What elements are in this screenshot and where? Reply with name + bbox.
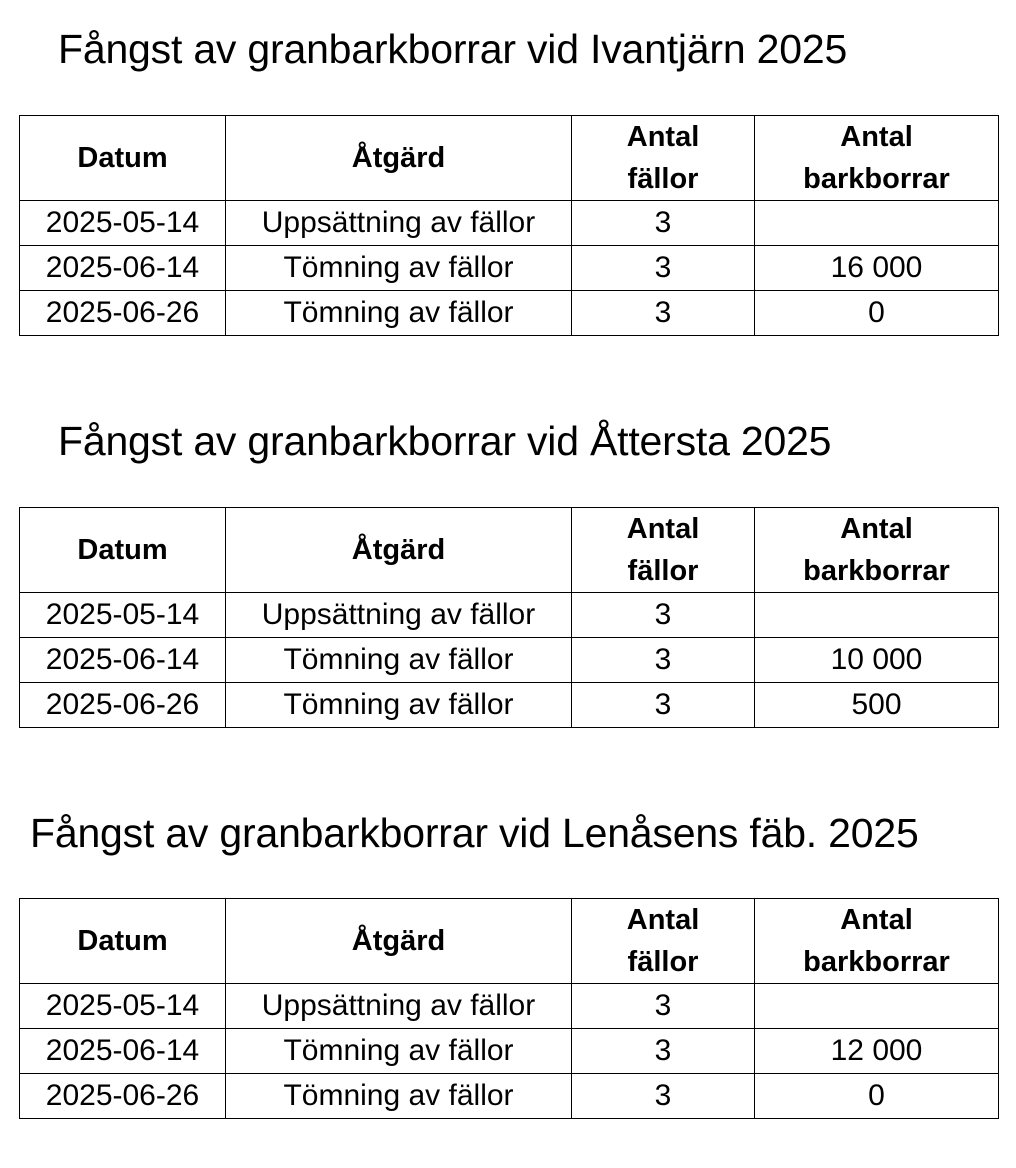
table-row <box>20 1074 999 1119</box>
cell-traps: 3 <box>572 984 755 1029</box>
header-action: Åtgärd <box>226 508 572 593</box>
cell-beetles: 500 <box>755 683 999 728</box>
cell-action: Tömning av fällor <box>226 1074 572 1119</box>
table-title-lenasens: Fångst av granbarkborrar vid Lenåsens fäb. 2025 <box>30 810 919 856</box>
cell-beetles: 10 000 <box>755 638 999 683</box>
header-traps: Antal fällor <box>572 508 755 593</box>
header-row <box>20 116 999 201</box>
cell-traps: 3 <box>572 683 755 728</box>
cell-date: 2025-05-14 <box>20 984 226 1029</box>
cell-action: Uppsättning av fällor <box>226 593 572 638</box>
cell-traps: 3 <box>572 1074 755 1119</box>
cell-date: 2025-06-14 <box>20 638 226 683</box>
cell-date: 2025-06-14 <box>20 246 226 291</box>
cell-traps: 3 <box>572 291 755 336</box>
cell-beetles <box>755 984 999 1029</box>
header-beetles: Antal barkborrar <box>755 508 999 593</box>
header-traps: Antal fällor <box>572 116 755 201</box>
header-beetles: Antal barkborrar <box>755 116 999 201</box>
cell-action: Uppsättning av fällor <box>226 201 572 246</box>
cell-date: 2025-06-26 <box>20 291 226 336</box>
cell-date: 2025-06-26 <box>20 683 226 728</box>
header-action: Åtgärd <box>226 116 572 201</box>
cell-traps: 3 <box>572 1029 755 1074</box>
cell-traps: 3 <box>572 201 755 246</box>
cell-beetles <box>755 201 999 246</box>
header-row <box>20 899 999 984</box>
table-row <box>20 201 999 246</box>
header-date: Datum <box>20 116 226 201</box>
cell-beetles: 0 <box>755 1074 999 1119</box>
catch-table-attersta <box>19 507 999 728</box>
cell-traps: 3 <box>572 246 755 291</box>
table-row <box>20 593 999 638</box>
header-date: Datum <box>20 899 226 984</box>
cell-beetles <box>755 593 999 638</box>
cell-date: 2025-05-14 <box>20 201 226 246</box>
cell-action: Tömning av fällor <box>226 1029 572 1074</box>
table-row <box>20 246 999 291</box>
header-row <box>20 508 999 593</box>
cell-traps: 3 <box>572 638 755 683</box>
table-row <box>20 984 999 1029</box>
table-row <box>20 683 999 728</box>
cell-action: Uppsättning av fällor <box>226 984 572 1029</box>
cell-traps: 3 <box>572 593 755 638</box>
table-row <box>20 1029 999 1074</box>
table-title-attersta: Fångst av granbarkborrar vid Åttersta 2025 <box>58 418 832 464</box>
header-traps: Antal fällor <box>572 899 755 984</box>
table-row <box>20 291 999 336</box>
table-row <box>20 638 999 683</box>
catch-table-ivantjarn <box>19 115 999 336</box>
table-title-ivantjarn: Fångst av granbarkborrar vid Ivantjärn 2025 <box>58 26 848 72</box>
cell-action: Tömning av fällor <box>226 638 572 683</box>
cell-date: 2025-06-14 <box>20 1029 226 1074</box>
cell-beetles: 12 000 <box>755 1029 999 1074</box>
cell-beetles: 16 000 <box>755 246 999 291</box>
header-action: Åtgärd <box>226 899 572 984</box>
cell-action: Tömning av fällor <box>226 683 572 728</box>
cell-action: Tömning av fällor <box>226 291 572 336</box>
catch-table-lenasens <box>19 898 999 1119</box>
cell-date: 2025-06-26 <box>20 1074 226 1119</box>
header-date: Datum <box>20 508 226 593</box>
header-beetles: Antal barkborrar <box>755 899 999 984</box>
cell-beetles: 0 <box>755 291 999 336</box>
cell-date: 2025-05-14 <box>20 593 226 638</box>
cell-action: Tömning av fällor <box>226 246 572 291</box>
